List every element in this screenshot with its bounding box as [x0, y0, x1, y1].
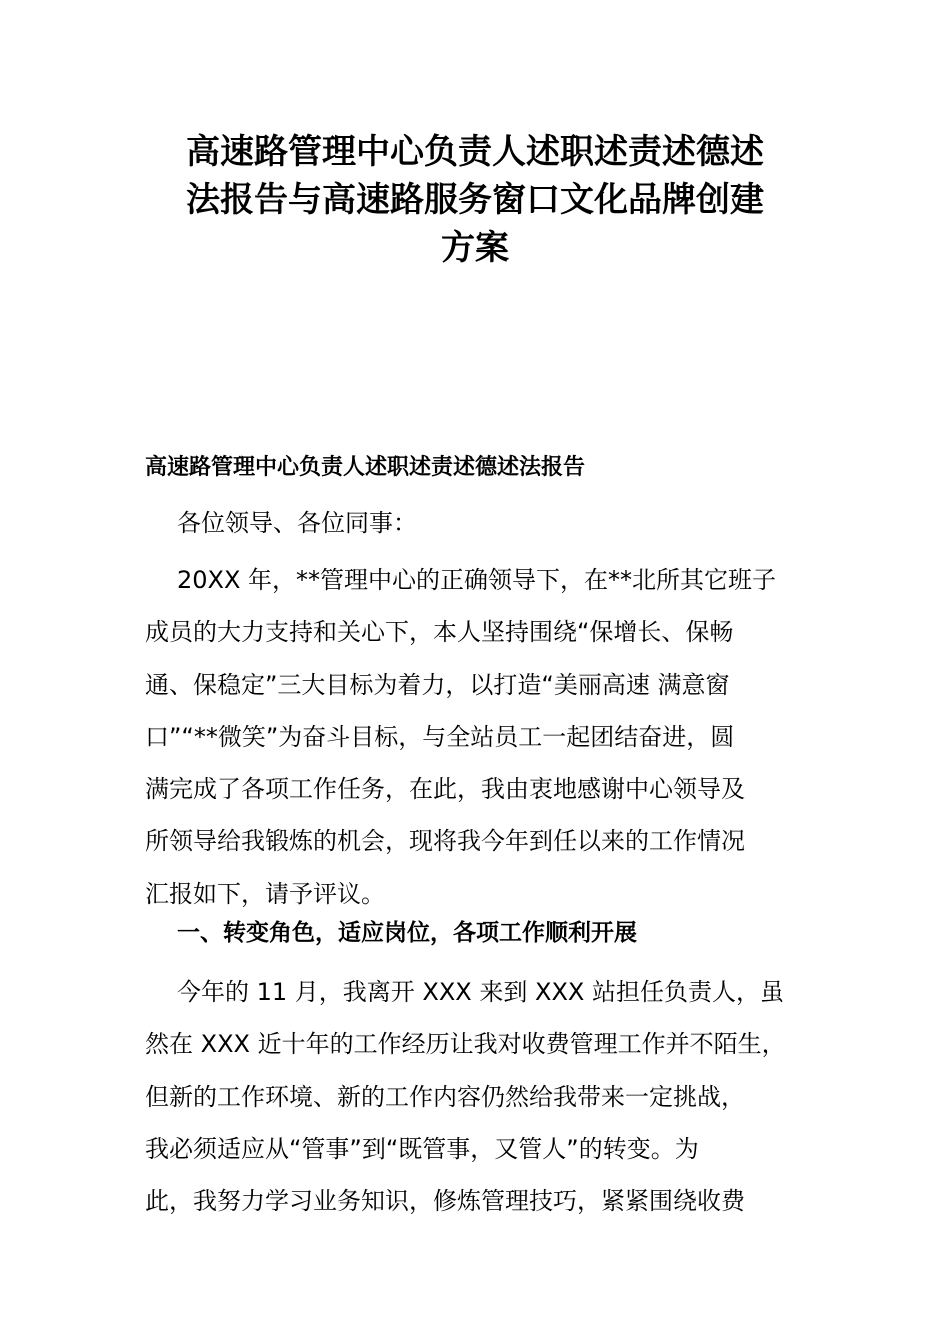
document-title-line: 高速路管理中心负责人述职述责述德述	[186, 132, 764, 172]
paragraph-line: 通、保稳定”三大目标为着力，以打造“美丽高速 满意窗	[145, 670, 730, 699]
paragraph-line: 今年的 11 月，我离开 XXX 来到 XXX 站担任负责人，虽	[177, 978, 784, 1006]
paragraph-line: 成员的大力支持和关心下，本人坚持围绕“保增长、保畅	[145, 618, 734, 647]
paragraph-line: 然在 XXX 近十年的工作经历让我对收费管理工作并不陌生，	[145, 1030, 786, 1059]
paragraph-line: 但新的工作环境、新的工作内容仍然给我带来一定挑战，	[145, 1082, 745, 1111]
heading-section-1: 一、转变角色，适应岗位，各项工作顺利开展	[177, 920, 637, 946]
paragraph-section-1	[145, 966, 786, 1227]
paragraph-line: 所领导给我锻炼的机会，现将我今年到任以来的工作情况	[145, 827, 745, 856]
paragraph-line: 我必须适应从“管事”到“既管事，又管人”的转变。为	[145, 1134, 699, 1163]
section-title: 高速路管理中心负责人述职述责述德述法报告	[145, 455, 586, 480]
paragraph-line: 满完成了各项工作任务，在此，我由衷地感谢中心领导及	[145, 775, 745, 804]
paragraph-intro	[145, 554, 776, 920]
paragraph-line: 口”“**微笑”为奋斗目标，与全站员工一起团结奋进，圆	[145, 722, 735, 751]
greeting: 各位领导、各位同事：	[177, 509, 417, 537]
paragraph-line: 汇报如下，请予评议。	[145, 879, 385, 908]
paragraph-line: 此，我努力学习业务知识，修炼管理技巧，紧紧围绕收费	[145, 1187, 745, 1216]
paragraph-line: 20XX 年，**管理中心的正确领导下，在**北所其它班子	[177, 566, 777, 594]
document-title-line: 方案	[441, 228, 509, 268]
document-title	[130, 128, 820, 272]
document-title-line: 法报告与高速路服务窗口文化品牌创建	[186, 180, 764, 220]
